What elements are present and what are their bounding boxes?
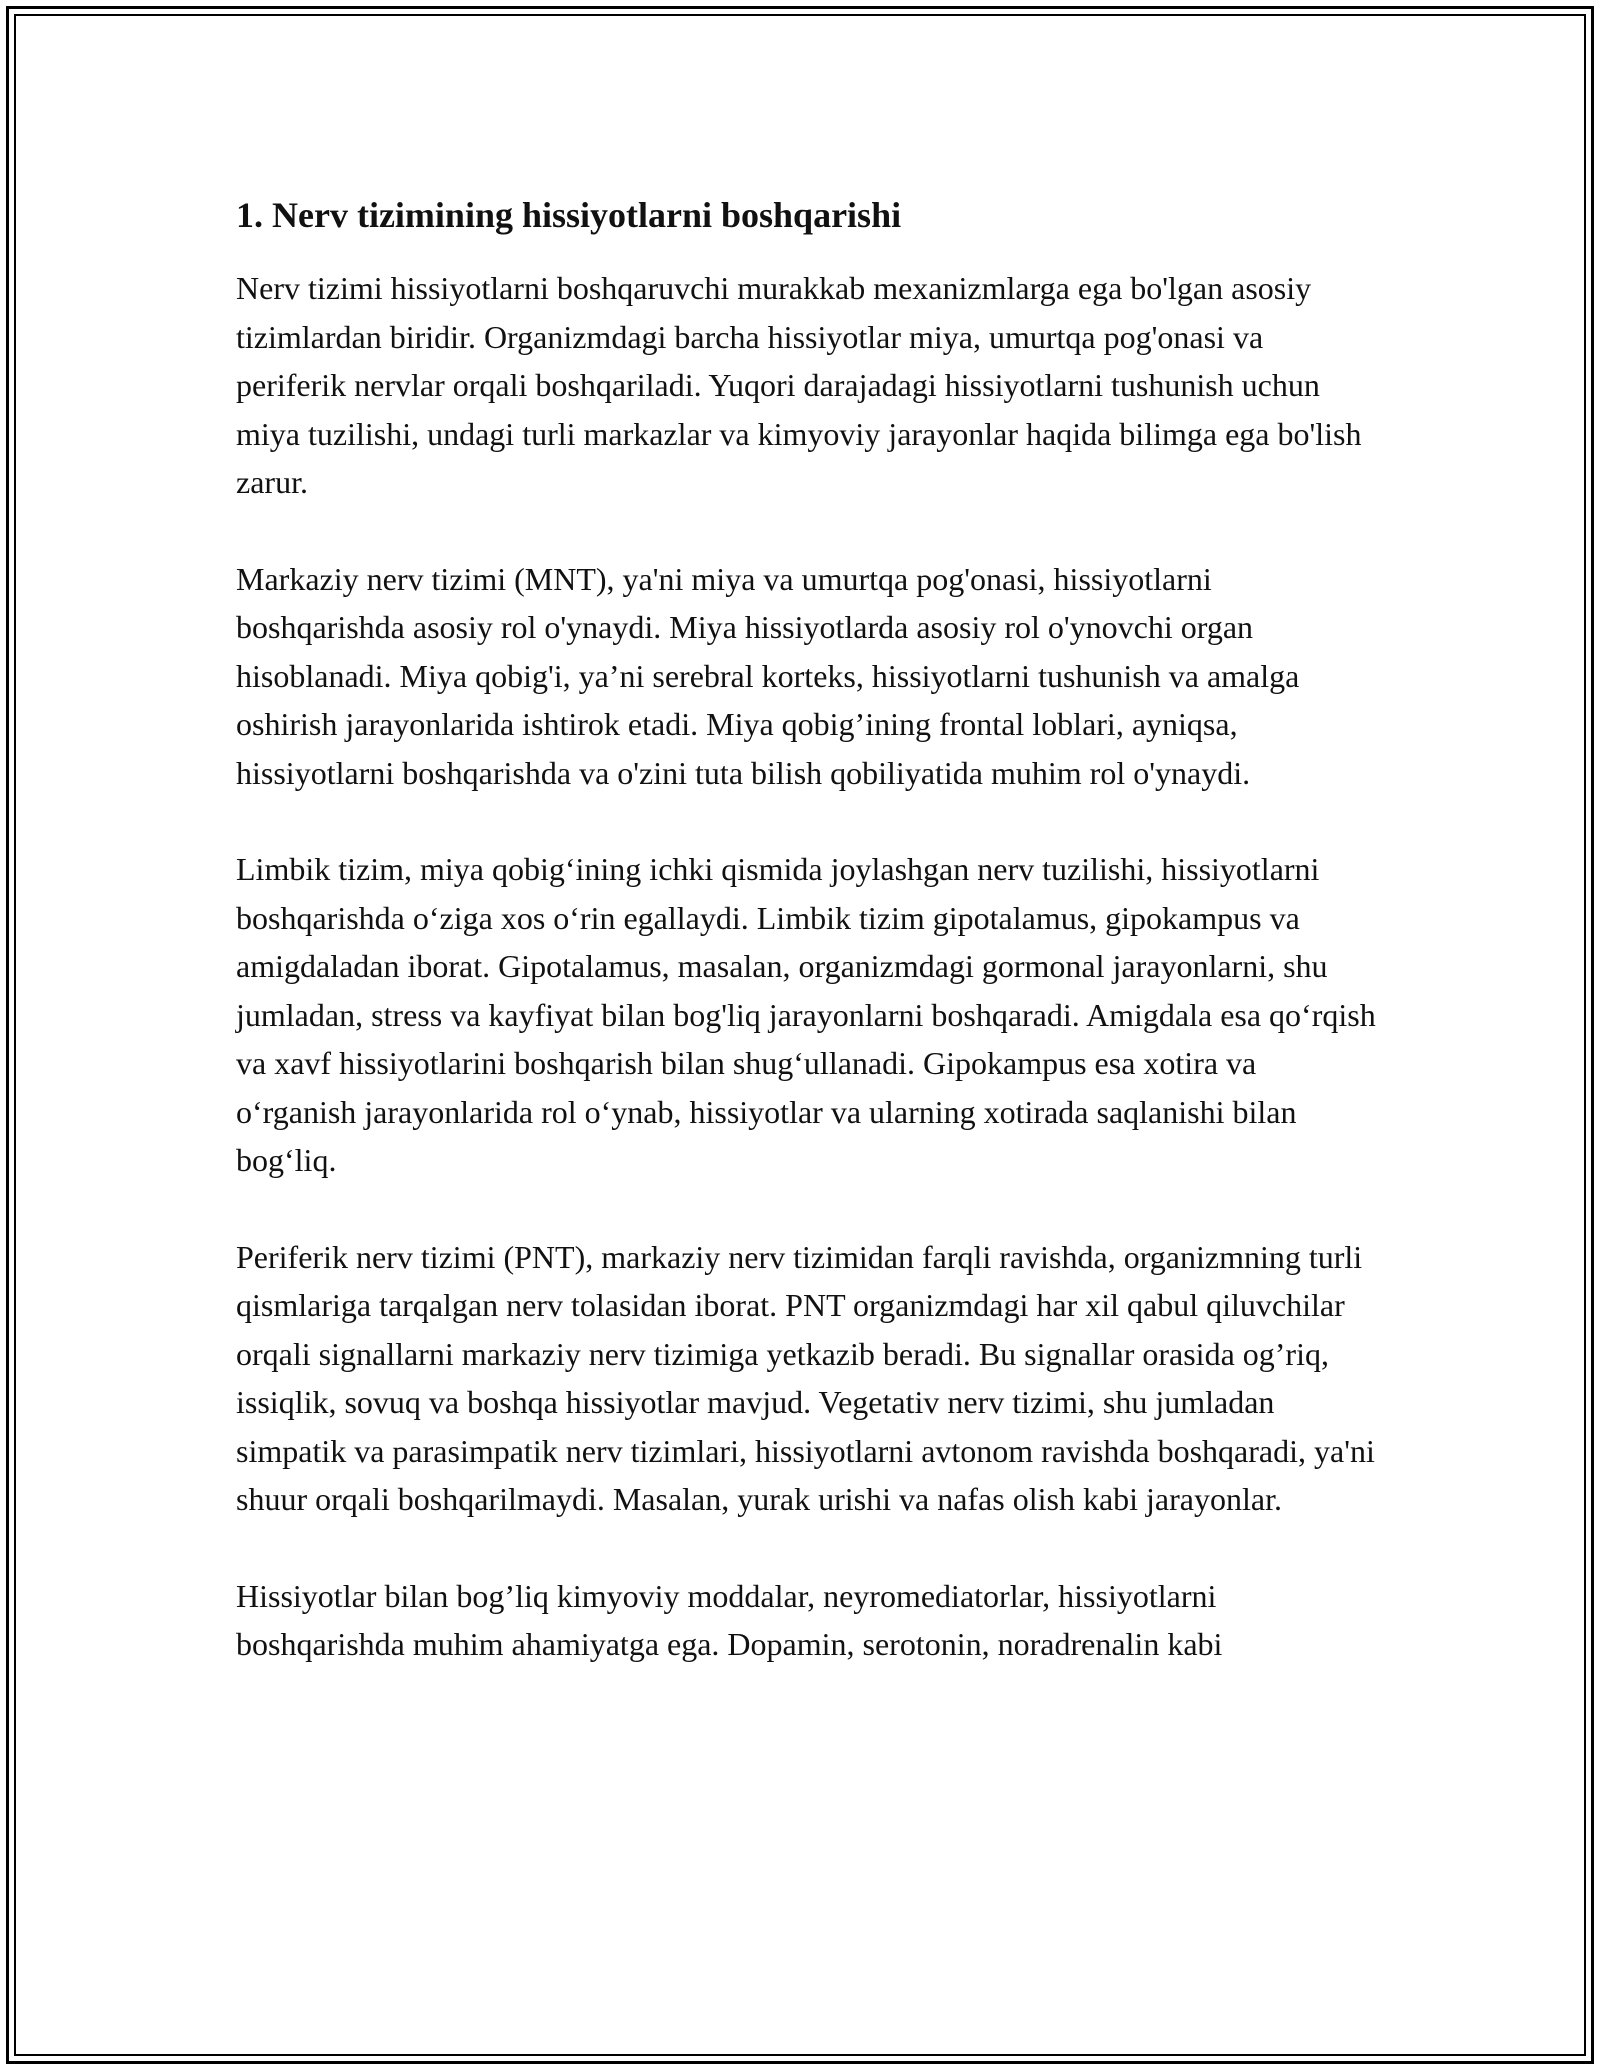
document-body <box>236 188 1376 1717</box>
paragraph-intro: Nerv tizimi hissiyotlarni boshqaruvchi murakkab mexanizmlarga ega bo'lgan asosiy tizimlardan biridir. Organizmdagi barcha hissiyotlar miya, umurtqa pog'onasi va periferik nervlar orqali boshqariladi. Yuqori darajadagi hissiyotlarni tushunish uchun miya tuzilishi, undagi turli markazlar va kimyoviy jarayonlar haqida bilimga ega bo'lish zarur. <box>236 270 1362 500</box>
section-heading: 1. Nerv tizimining hissiyotlarni boshqarishi <box>236 195 902 235</box>
paragraph-limbic-system: Limbik tizim, miya qobig‘ining ichki qismida joylashgan nerv tuzilishi, hissiyotlarni boshqarishda o‘ziga xos o‘rin egallaydi. Limbik tizim gipotalamus, gipokampus va amigdaladan iborat. Gipotalamus, masalan, organizmdagi gormonal jarayonlarni, shu jumladan, stress va kayfiyat bilan bog'liq jarayonlarni boshqaradi. Amigdala esa qo‘rqish va xavf hissiyotlarini boshqarish bilan shug‘ullanadi. Gipokampus esa xotira va o‘rganish jarayonlarida rol o‘ynab, hissiyotlar va ularning xotirada saqlanishi bilan bog‘liq. <box>236 851 1376 1178</box>
paragraph-central-nervous-system: Markaziy nerv tizimi (MNT), ya'ni miya va umurtqa pog'onasi, hissiyotlarni boshqarishda asosiy rol o'ynaydi. Miya hissiyotlarda asosiy rol o'ynovchi organ hisoblanadi. Miya qobig'i, ya’ni serebral korteks, hissiyotlarni tushunish va amalga oshirish jarayonlarida ishtirok etadi. Miya qobig’ining frontal loblari, ayniqsa, hissiyotlarni boshqarishda va o'zini tuta bilish qobiliyatida muhim rol o'ynaydi. <box>236 560 1300 791</box>
paragraph-peripheral-nervous-system: Periferik nerv tizimi (PNT), markaziy nerv tizimidan farqli ravishda, organizmning turli qismlariga tarqalgan nerv tolasidan iborat. PNT organizmdagi har xil qabul qiluvchilar orqali signallarni markaziy nerv tizimiga yetkazib beradi. Bu signallar orasida og’riq, issiqlik, sovuq va boshqa hissiyotlar mavjud. Vegetativ nerv tizimi, shu jumladan simpatik va parasimpatik nerv tizimlari, hissiyotlarni avtonom ravishda boshqaradi, ya'ni shuur orqali boshqarilmaydi. Masalan, yurak urishi va nafas olish kabi jarayonlar. <box>236 1238 1375 1517</box>
paragraph-neurotransmitters: Hissiyotlar bilan bog’liq kimyoviy moddalar, neyromediatorlar, hissiyotlarni boshqarishda muhim ahamiyatga ega. Dopamin, serotonin, noradrenalin kabi <box>236 1577 1223 1662</box>
